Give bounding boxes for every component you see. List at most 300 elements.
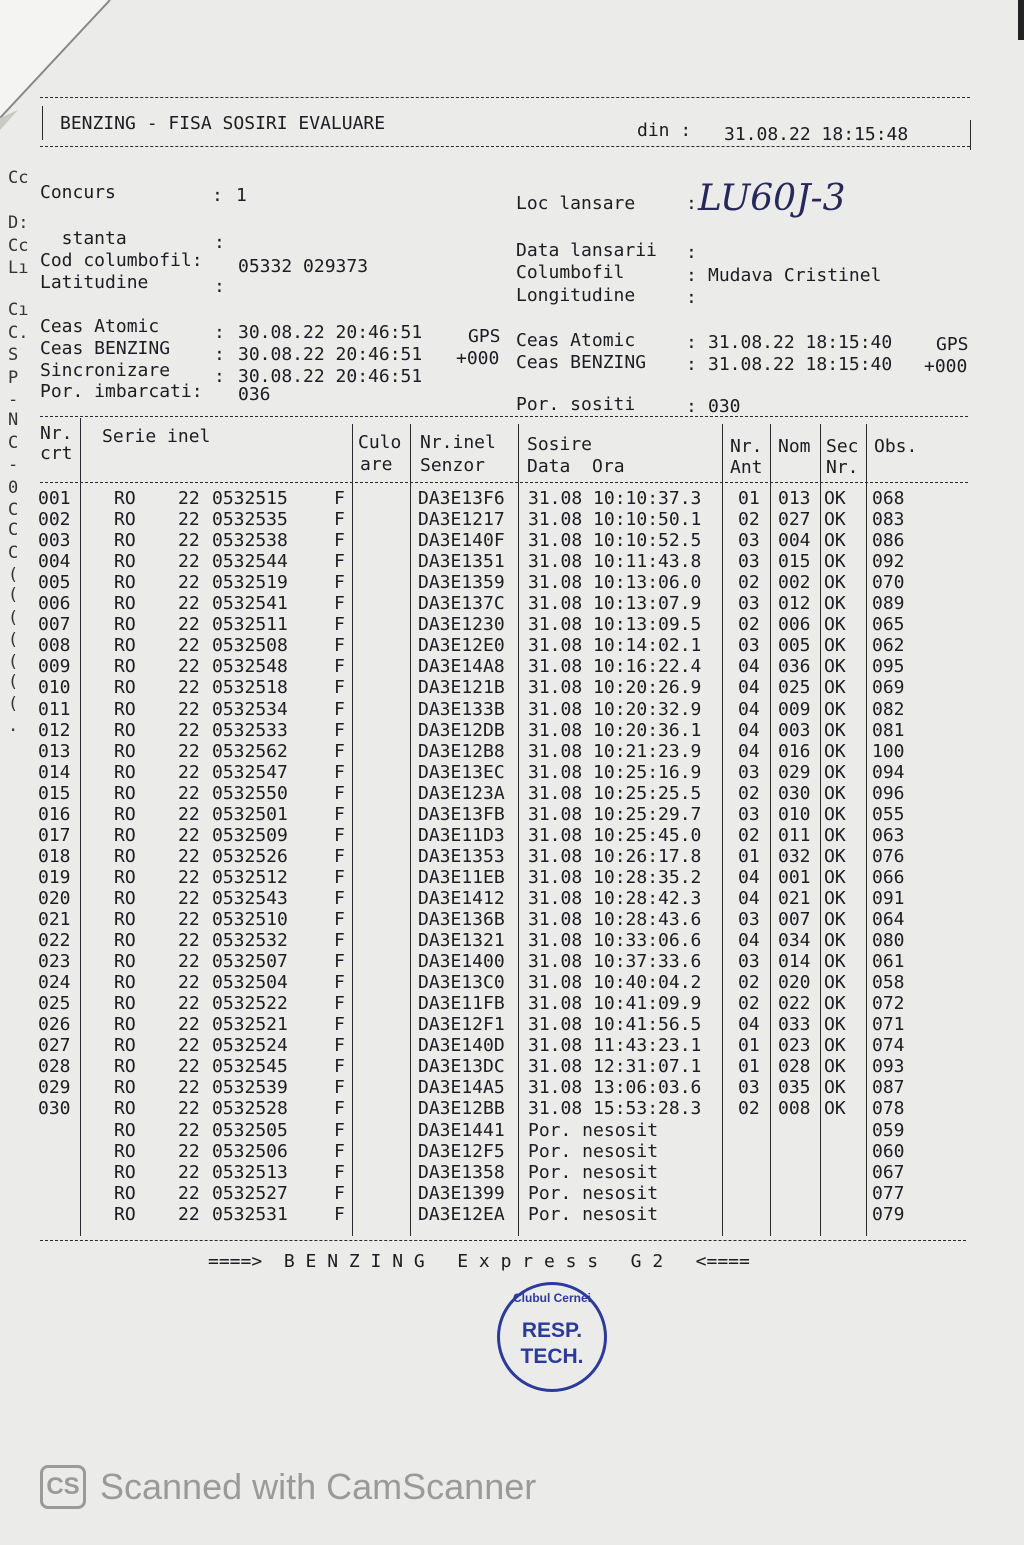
margin-letter: D: (8, 213, 29, 233)
table-row (0, 825, 1024, 846)
row-ant: 02 (738, 972, 760, 994)
row-ant: 01 (738, 845, 760, 867)
row-country: RO (114, 1035, 136, 1057)
row-nr: 003 (38, 530, 71, 552)
margin-letter: - (8, 455, 19, 475)
row-nr: 028 (38, 1056, 71, 1078)
row-arrival: 31.08 10:26:17.8 (528, 845, 702, 867)
col-header-nr: Nr. (40, 423, 73, 444)
row-sensor: DA3E13C0 (418, 972, 505, 994)
row-sex: F (334, 719, 345, 741)
row-nom: 003 (778, 719, 811, 741)
row-arrival: 31.08 15:53:28.3 (528, 1098, 702, 1120)
row-nom: 023 (778, 1035, 811, 1057)
row-obs: 065 (872, 614, 905, 636)
row-arrival: 31.08 10:20:36.1 (528, 719, 702, 741)
row-ring: 0532509 (212, 824, 288, 846)
margin-letter: C (8, 520, 19, 540)
row-sensor: DA3E1321 (418, 930, 505, 952)
row-year: 22 (178, 866, 200, 888)
row-nr: 026 (38, 1014, 71, 1036)
row-sex: F (334, 1098, 345, 1120)
row-country: RO (114, 635, 136, 657)
row-nom: 012 (778, 593, 811, 615)
date-value: 31.08.22 18:15:48 (724, 124, 909, 145)
row-nom: 001 (778, 866, 811, 888)
columbofil-value: Mudava Cristinel (708, 265, 882, 286)
row-arrival: 31.08 10:20:26.9 (528, 677, 702, 699)
table-row (0, 720, 1024, 741)
row-nr: 012 (38, 719, 71, 741)
row-country: RO (114, 993, 136, 1015)
row-ant: 03 (738, 909, 760, 930)
row-nom: 036 (778, 656, 811, 678)
row-ring: 0532531 (212, 1203, 288, 1225)
row-sensor: DA3E13DC (418, 1056, 505, 1078)
margin-letter: C. (8, 323, 29, 343)
row-ant: 04 (738, 719, 760, 741)
col-header-sosire: Sosire (527, 434, 593, 455)
row-ring: 0532511 (212, 614, 288, 636)
row-arrival: 31.08 10:33:06.6 (528, 930, 702, 952)
table-row (0, 1162, 1024, 1183)
row-ring: 0532533 (212, 719, 288, 741)
columbofil-colon: : (686, 265, 697, 286)
table-row (0, 593, 1024, 614)
ceas-atomic-right-suffix: GPS (936, 334, 969, 355)
row-ring: 0532522 (212, 993, 288, 1015)
row-ant: 01 (738, 1056, 760, 1078)
row-nr: 024 (38, 972, 71, 994)
row-ant: 04 (738, 656, 760, 678)
row-ring: 0532543 (212, 887, 288, 909)
row-nom: 022 (778, 993, 811, 1015)
row-sec: OK (824, 614, 846, 636)
row-sensor: DA3E12E0 (418, 635, 505, 657)
row-year: 22 (178, 572, 200, 594)
cod-value: 05332 029373 (238, 256, 369, 277)
row-country: RO (114, 1014, 136, 1036)
row-nr: 009 (38, 656, 71, 678)
row-nom: 028 (778, 1056, 811, 1078)
col-header-culo: Culo (358, 432, 402, 453)
row-obs: 095 (872, 656, 905, 678)
row-country: RO (114, 1203, 136, 1225)
row-sensor: DA3E12BB (418, 1098, 505, 1120)
table-row (0, 1183, 1024, 1204)
row-sex: F (334, 951, 345, 973)
row-sensor: DA3E14A5 (418, 1077, 505, 1099)
ceas-benzing-left-label: Ceas BENZING (40, 338, 171, 359)
row-year: 22 (178, 551, 200, 573)
row-arrival: 31.08 10:21:23.9 (528, 740, 702, 762)
row-ring: 0532521 (212, 1014, 288, 1036)
row-nom: 006 (778, 614, 811, 636)
distanta-colon: : (214, 232, 225, 253)
row-country: RO (114, 509, 136, 531)
row-sensor: DA3E140D (418, 1035, 505, 1057)
row-obs: 060 (872, 1140, 905, 1162)
row-year: 22 (178, 845, 200, 867)
row-ant: 02 (738, 509, 760, 531)
row-sex: F (334, 782, 345, 804)
row-country: RO (114, 887, 136, 909)
margin-letter: ( (8, 608, 19, 628)
row-country: RO (114, 1056, 136, 1078)
row-year: 22 (178, 488, 200, 509)
row-country: RO (114, 1077, 136, 1099)
concurs-value: 1 (236, 185, 247, 206)
row-country: RO (114, 740, 136, 762)
table-row (0, 677, 1024, 698)
row-nr: 013 (38, 740, 71, 762)
row-sec: OK (824, 951, 846, 973)
row-obs: 081 (872, 719, 905, 741)
table-row (0, 846, 1024, 867)
row-sec: OK (824, 887, 846, 909)
row-nom: 013 (778, 488, 811, 509)
row-year: 22 (178, 719, 200, 741)
row-sec: OK (824, 677, 846, 699)
row-sensor: DA3E13F6 (418, 488, 505, 509)
row-country: RO (114, 698, 136, 720)
row-sec: OK (824, 782, 846, 804)
row-sex: F (334, 887, 345, 909)
row-sensor: DA3E1230 (418, 614, 505, 636)
row-sensor: DA3E137C (418, 593, 505, 615)
row-sec: OK (824, 635, 846, 657)
row-arrival: 31.08 10:41:56.5 (528, 1014, 702, 1036)
row-year: 22 (178, 635, 200, 657)
row-year: 22 (178, 677, 200, 699)
row-obs: 091 (872, 887, 905, 909)
row-year: 22 (178, 530, 200, 552)
row-country: RO (114, 614, 136, 636)
ceas-atomic-left-suffix: GPS (468, 326, 501, 347)
row-ring: 0532524 (212, 1035, 288, 1057)
por-imbarcati-value: 036 (238, 384, 271, 405)
row-ring: 0532547 (212, 761, 288, 783)
camscanner-watermark: Scanned with CamScanner (100, 1466, 537, 1507)
row-sex: F (334, 509, 345, 531)
row-ring: 0532532 (212, 930, 288, 952)
row-arrival: Por. nesosit (528, 1203, 659, 1225)
row-nom: 030 (778, 782, 811, 804)
row-obs: 064 (872, 909, 905, 930)
row-sec: OK (824, 1056, 846, 1078)
columbofil-label: Columbofil (516, 262, 625, 283)
row-obs: 076 (872, 845, 905, 867)
row-year: 22 (178, 909, 200, 930)
row-sensor: DA3E1217 (418, 509, 505, 531)
colon: : (214, 366, 225, 387)
row-nom: 014 (778, 951, 811, 973)
row-arrival: 31.08 10:25:29.7 (528, 803, 702, 825)
row-country: RO (114, 1161, 136, 1183)
row-arrival: 31.08 10:10:50.1 (528, 509, 702, 531)
table-row (0, 1204, 1024, 1225)
table-row (0, 783, 1024, 804)
row-sec: OK (824, 972, 846, 994)
row-sensor: DA3E1412 (418, 887, 505, 909)
row-nr: 006 (38, 593, 71, 615)
row-country: RO (114, 951, 136, 973)
row-sensor: DA3E1359 (418, 572, 505, 594)
table-header-bottom-rule (40, 482, 968, 483)
table-row (0, 656, 1024, 677)
row-nr: 005 (38, 572, 71, 594)
row-ant: 03 (738, 761, 760, 783)
row-sex: F (334, 1119, 345, 1141)
row-ant: 03 (738, 1077, 760, 1099)
row-sec: OK (824, 719, 846, 741)
table-row (0, 1014, 1024, 1035)
table-row (0, 551, 1024, 572)
colon: : (686, 354, 697, 375)
row-nom: 021 (778, 887, 811, 909)
row-obs: 096 (872, 782, 905, 804)
table-row (0, 1056, 1024, 1077)
row-country: RO (114, 488, 136, 509)
row-ant: 01 (738, 1035, 760, 1057)
row-year: 22 (178, 1014, 200, 1036)
col-header-sec: Sec (826, 436, 859, 457)
table-row (0, 509, 1024, 530)
row-nom: 002 (778, 572, 811, 594)
header-left-border (42, 106, 43, 140)
row-ring: 0532507 (212, 951, 288, 973)
row-sex: F (334, 866, 345, 888)
row-sec: OK (824, 530, 846, 552)
row-ring: 0532515 (212, 488, 288, 509)
row-arrival: 31.08 10:40:04.2 (528, 972, 702, 994)
data-lansarii-colon: : (686, 242, 697, 263)
row-obs: 055 (872, 803, 905, 825)
row-sec: OK (824, 656, 846, 678)
row-ant: 04 (738, 740, 760, 762)
row-sex: F (334, 1056, 345, 1078)
row-country: RO (114, 824, 136, 846)
margin-letter: ( (8, 585, 19, 605)
table-row (0, 1141, 1024, 1162)
row-nr: 025 (38, 993, 71, 1015)
colon: : (214, 322, 225, 343)
row-sex: F (334, 824, 345, 846)
table-bottom-rule (40, 1240, 966, 1241)
row-nr: 027 (38, 1035, 71, 1057)
data-lansarii-label: Data lansarii (516, 240, 657, 261)
row-ant: 03 (738, 951, 760, 973)
document-title: BENZING - FISA SOSIRI EVALUARE (60, 113, 386, 134)
row-arrival: 31.08 10:13:09.5 (528, 614, 702, 636)
row-arrival: 31.08 10:28:42.3 (528, 887, 702, 909)
table-row (0, 888, 1024, 909)
row-sec: OK (824, 993, 846, 1015)
table-row (0, 699, 1024, 720)
row-sensor: DA3E1400 (418, 951, 505, 973)
row-sex: F (334, 1203, 345, 1225)
row-arrival: 31.08 10:10:37.3 (528, 488, 702, 509)
row-country: RO (114, 1182, 136, 1204)
margin-letter: ( (8, 694, 19, 714)
row-nr: 004 (38, 551, 71, 573)
row-year: 22 (178, 740, 200, 762)
ceas-atomic-left-label: Ceas Atomic (40, 316, 160, 337)
row-sex: F (334, 761, 345, 783)
table-row (0, 614, 1024, 635)
row-ant: 03 (738, 803, 760, 825)
table-row (0, 762, 1024, 783)
row-nr: 022 (38, 930, 71, 952)
stamp-line-resp: RESP. (521, 1319, 583, 1342)
row-sec: OK (824, 698, 846, 720)
ceas-benzing-right-value: 31.08.22 18:15:40 (708, 354, 893, 375)
row-nr: 017 (38, 824, 71, 846)
camscanner-logo-icon: CS (40, 1465, 86, 1509)
ceas-benzing-left-suffix: +000 (456, 348, 500, 369)
ceas-benzing-right-suffix: +000 (924, 356, 968, 377)
margin-letter: 0 (8, 478, 19, 498)
row-sensor: DA3E11D3 (418, 824, 505, 846)
table-row (0, 951, 1024, 972)
header-top-rule (40, 97, 970, 98)
table-top-rule (40, 416, 968, 417)
table-row (0, 635, 1024, 656)
row-ring: 0532504 (212, 972, 288, 994)
row-arrival: 31.08 13:06:03.6 (528, 1077, 702, 1099)
row-arrival: 31.08 10:28:43.6 (528, 909, 702, 930)
stamp-line-tech: TECH. (520, 1345, 584, 1368)
row-country: RO (114, 656, 136, 678)
table-row (0, 741, 1024, 762)
row-year: 22 (178, 803, 200, 825)
margin-letter: ( (8, 672, 19, 692)
row-ant: 02 (738, 614, 760, 636)
row-year: 22 (178, 887, 200, 909)
row-sec: OK (824, 572, 846, 594)
row-arrival: 31.08 11:43:23.1 (528, 1035, 702, 1057)
row-sensor: DA3E140F (418, 530, 505, 552)
row-year: 22 (178, 1161, 200, 1183)
row-sex: F (334, 572, 345, 594)
col-header-sec-nr: Nr. (826, 457, 859, 478)
club-stamp (497, 1282, 607, 1392)
row-sex: F (334, 845, 345, 867)
por-imbarcati-label: Por. imbarcati: (40, 381, 203, 402)
row-obs: 083 (872, 509, 905, 531)
stamp-arc-text: Clubul Cernei (512, 1291, 591, 1305)
row-ring: 0532538 (212, 530, 288, 552)
row-year: 22 (178, 1035, 200, 1057)
row-arrival: Por. nesosit (528, 1161, 659, 1183)
row-obs: 071 (872, 1014, 905, 1036)
header-bottom-rule (40, 146, 970, 147)
scan-edge-shadow (1018, 0, 1024, 40)
margin-letter: Lı (8, 258, 29, 278)
row-nr: 030 (38, 1098, 71, 1120)
row-sex: F (334, 1182, 345, 1204)
row-sex: F (334, 656, 345, 678)
row-year: 22 (178, 993, 200, 1015)
row-nom: 004 (778, 530, 811, 552)
margin-letter: Cc (8, 236, 29, 256)
row-ant: 02 (738, 1098, 760, 1120)
row-nom: 015 (778, 551, 811, 573)
row-arrival: 31.08 10:13:07.9 (528, 593, 702, 615)
ceas-benzing-right-label: Ceas BENZING (516, 352, 647, 373)
header-right-border (970, 120, 971, 150)
row-sex: F (334, 1140, 345, 1162)
row-nom: 034 (778, 930, 811, 952)
row-sensor: DA3E14A8 (418, 656, 505, 678)
row-nr: 014 (38, 761, 71, 783)
row-ring: 0532544 (212, 551, 288, 573)
row-obs: 094 (872, 761, 905, 783)
row-obs: 059 (872, 1119, 905, 1141)
ceas-benzing-left-value: 30.08.22 20:46:51 (238, 344, 423, 365)
row-sec: OK (824, 824, 846, 846)
row-year: 22 (178, 1140, 200, 1162)
row-obs: 079 (872, 1203, 905, 1225)
row-obs: 061 (872, 951, 905, 973)
row-ant: 03 (738, 635, 760, 657)
row-obs: 072 (872, 993, 905, 1015)
row-year: 22 (178, 698, 200, 720)
margin-letter: ( (8, 565, 19, 585)
row-sensor: DA3E13FB (418, 803, 505, 825)
row-ant: 01 (738, 488, 760, 509)
margin-letter: C (8, 500, 19, 520)
row-sensor: DA3E13EC (418, 761, 505, 783)
row-nr: 020 (38, 887, 71, 909)
row-nr: 007 (38, 614, 71, 636)
row-ant: 03 (738, 530, 760, 552)
row-nr: 019 (38, 866, 71, 888)
row-nr: 029 (38, 1077, 71, 1099)
row-sex: F (334, 593, 345, 615)
row-obs: 069 (872, 677, 905, 699)
row-obs: 078 (872, 1098, 905, 1120)
table-row (0, 1035, 1024, 1056)
row-year: 22 (178, 761, 200, 783)
row-country: RO (114, 551, 136, 573)
row-sensor: DA3E12EA (418, 1203, 505, 1225)
margin-letter: C (8, 433, 19, 453)
row-sec: OK (824, 1035, 846, 1057)
row-country: RO (114, 677, 136, 699)
row-arrival: 31.08 10:10:52.5 (528, 530, 702, 552)
date-label: din : (637, 120, 692, 141)
row-ring: 0532562 (212, 740, 288, 762)
row-year: 22 (178, 593, 200, 615)
ceas-atomic-right-value: 31.08.22 18:15:40 (708, 332, 893, 353)
row-sensor: DA3E12DB (418, 719, 505, 741)
row-sensor: DA3E11FB (418, 993, 505, 1015)
margin-letter: . (8, 716, 19, 736)
row-arrival: 31.08 10:25:45.0 (528, 824, 702, 846)
col-header-data-ora: Data Ora (527, 456, 625, 477)
row-sec: OK (824, 551, 846, 573)
row-nr: 015 (38, 782, 71, 804)
row-sex: F (334, 1014, 345, 1036)
row-obs: 080 (872, 930, 905, 952)
table-row (0, 1120, 1024, 1141)
row-sensor: DA3E11EB (418, 866, 505, 888)
row-arrival: 31.08 12:31:07.1 (528, 1056, 702, 1078)
row-sec: OK (824, 593, 846, 615)
margin-letter: S (8, 345, 19, 365)
row-ant: 04 (738, 866, 760, 888)
